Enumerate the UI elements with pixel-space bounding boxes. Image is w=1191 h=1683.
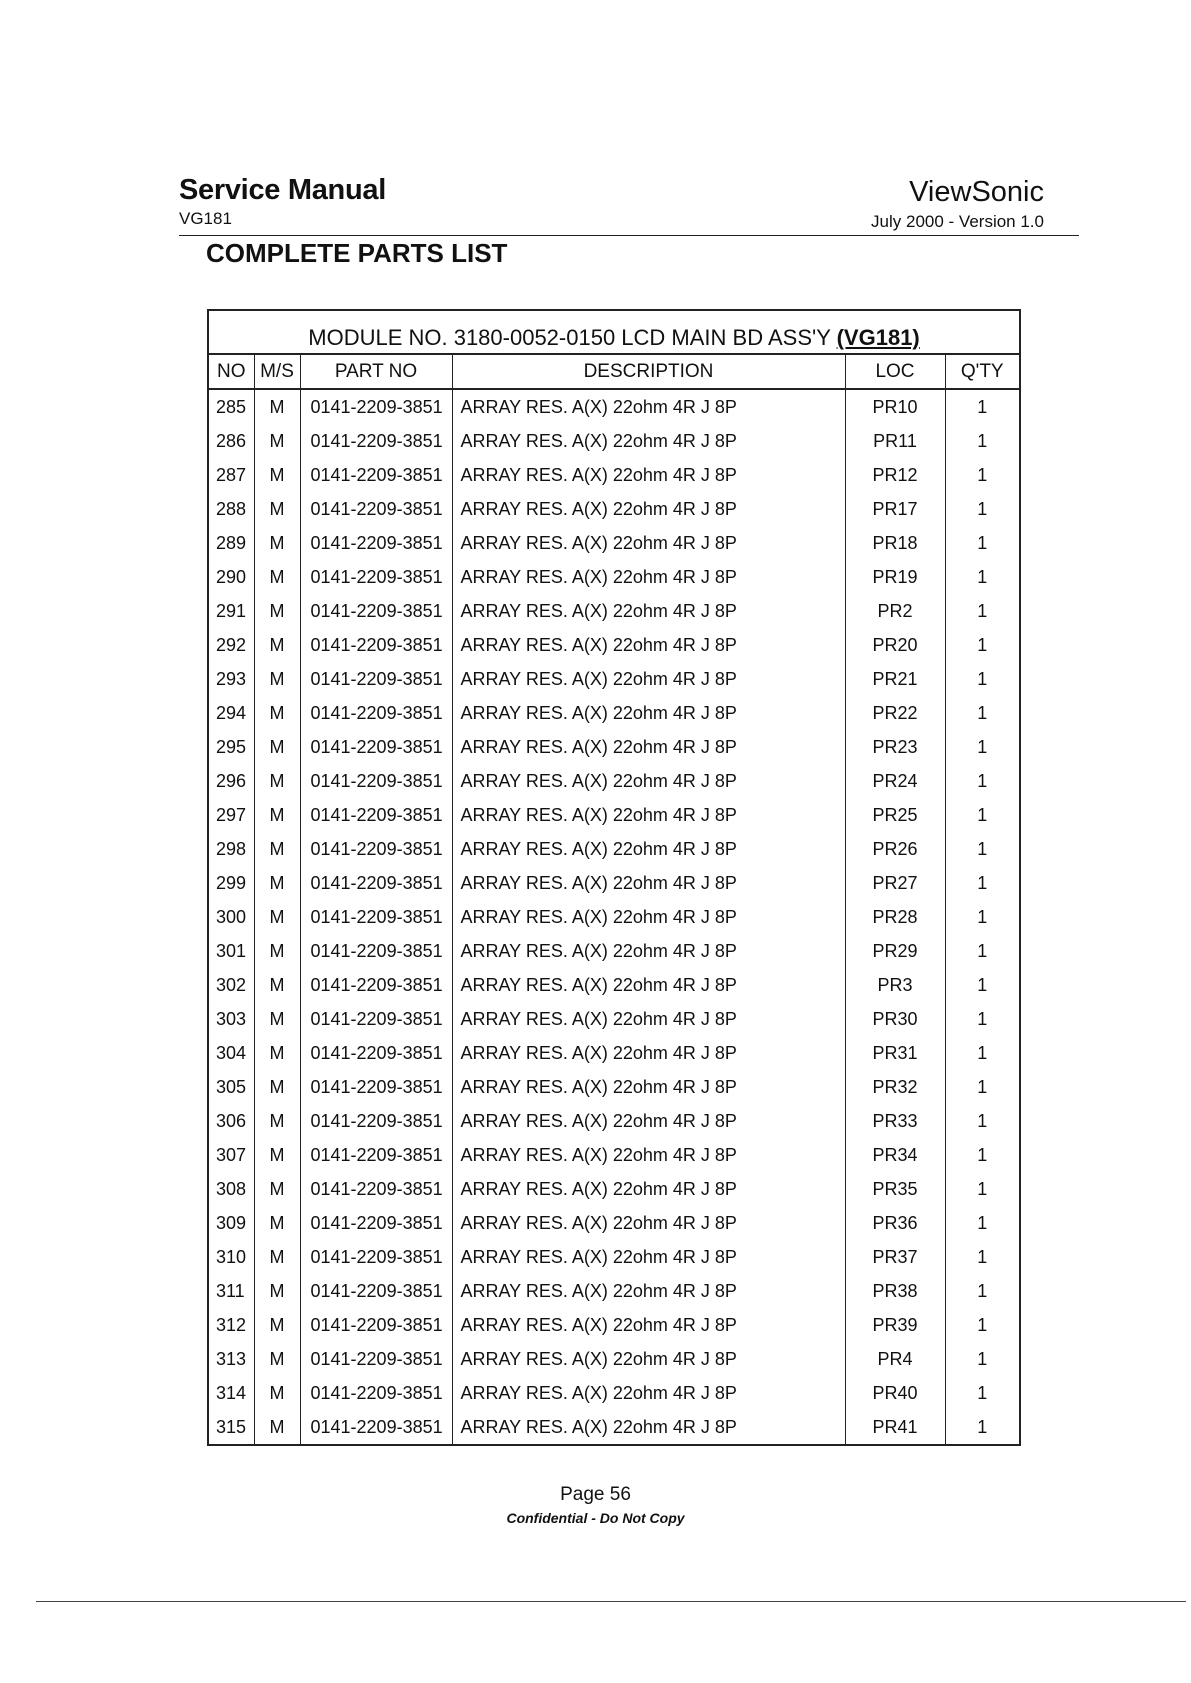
cell-part-no: 0141-2209-3851 xyxy=(300,1172,452,1206)
cell-ms: M xyxy=(254,798,300,832)
table-row xyxy=(208,1376,1020,1410)
cell-loc: PR38 xyxy=(845,1274,945,1308)
cell-loc: PR30 xyxy=(845,1002,945,1036)
cell-qty: 1 xyxy=(945,1308,1020,1342)
col-header-ms: M/S xyxy=(254,354,300,389)
cell-part-no: 0141-2209-3851 xyxy=(300,662,452,696)
cell-part-no: 0141-2209-3851 xyxy=(300,1138,452,1172)
table-row xyxy=(208,1274,1020,1308)
cell-description: ARRAY RES. A(X) 22ohm 4R J 8P xyxy=(452,1036,845,1070)
col-header-part-no: PART NO xyxy=(300,354,452,389)
cell-qty: 1 xyxy=(945,1206,1020,1240)
cell-qty: 1 xyxy=(945,1172,1020,1206)
cell-no: 291 xyxy=(208,594,254,628)
cell-no: 288 xyxy=(208,492,254,526)
cell-loc: PR20 xyxy=(845,628,945,662)
cell-loc: PR23 xyxy=(845,730,945,764)
cell-qty: 1 xyxy=(945,1070,1020,1104)
table-row xyxy=(208,628,1020,662)
cell-description: ARRAY RES. A(X) 22ohm 4R J 8P xyxy=(452,389,845,424)
cell-ms: M xyxy=(254,968,300,1002)
cell-no: 304 xyxy=(208,1036,254,1070)
cell-ms: M xyxy=(254,1376,300,1410)
cell-qty: 1 xyxy=(945,1002,1020,1036)
cell-no: 308 xyxy=(208,1172,254,1206)
parts-body xyxy=(208,389,1020,1445)
bottom-divider xyxy=(36,1601,1186,1602)
cell-description: ARRAY RES. A(X) 22ohm 4R J 8P xyxy=(452,1002,845,1036)
table-row xyxy=(208,832,1020,866)
cell-qty: 1 xyxy=(945,1036,1020,1070)
cell-loc: PR32 xyxy=(845,1070,945,1104)
cell-part-no: 0141-2209-3851 xyxy=(300,798,452,832)
table-row xyxy=(208,696,1020,730)
cell-description: ARRAY RES. A(X) 22ohm 4R J 8P xyxy=(452,1240,845,1274)
cell-description: ARRAY RES. A(X) 22ohm 4R J 8P xyxy=(452,662,845,696)
cell-part-no: 0141-2209-3851 xyxy=(300,492,452,526)
cell-ms: M xyxy=(254,1410,300,1445)
cell-qty: 1 xyxy=(945,696,1020,730)
cell-description: ARRAY RES. A(X) 22ohm 4R J 8P xyxy=(452,526,845,560)
cell-ms: M xyxy=(254,1002,300,1036)
cell-qty: 1 xyxy=(945,662,1020,696)
table-row xyxy=(208,526,1020,560)
cell-description: ARRAY RES. A(X) 22ohm 4R J 8P xyxy=(452,560,845,594)
cell-part-no: 0141-2209-3851 xyxy=(300,594,452,628)
cell-part-no: 0141-2209-3851 xyxy=(300,832,452,866)
col-header-no: NO xyxy=(208,354,254,389)
module-model: (VG181) xyxy=(836,325,920,350)
cell-loc: PR39 xyxy=(845,1308,945,1342)
cell-loc: PR24 xyxy=(845,764,945,798)
table-row xyxy=(208,424,1020,458)
cell-ms: M xyxy=(254,1274,300,1308)
cell-description: ARRAY RES. A(X) 22ohm 4R J 8P xyxy=(452,1376,845,1410)
cell-qty: 1 xyxy=(945,1104,1020,1138)
cell-ms: M xyxy=(254,662,300,696)
cell-description: ARRAY RES. A(X) 22ohm 4R J 8P xyxy=(452,832,845,866)
cell-no: 292 xyxy=(208,628,254,662)
cell-qty: 1 xyxy=(945,424,1020,458)
cell-no: 296 xyxy=(208,764,254,798)
cell-loc: PR22 xyxy=(845,696,945,730)
table-row xyxy=(208,1206,1020,1240)
brand-name: ViewSonic xyxy=(909,176,1044,208)
cell-loc: PR11 xyxy=(845,424,945,458)
cell-loc: PR26 xyxy=(845,832,945,866)
table-row xyxy=(208,1240,1020,1274)
cell-no: 306 xyxy=(208,1104,254,1138)
cell-part-no: 0141-2209-3851 xyxy=(300,1376,452,1410)
cell-description: ARRAY RES. A(X) 22ohm 4R J 8P xyxy=(452,424,845,458)
cell-ms: M xyxy=(254,832,300,866)
cell-part-no: 0141-2209-3851 xyxy=(300,1342,452,1376)
cell-ms: M xyxy=(254,900,300,934)
cell-description: ARRAY RES. A(X) 22ohm 4R J 8P xyxy=(452,866,845,900)
cell-no: 314 xyxy=(208,1376,254,1410)
cell-qty: 1 xyxy=(945,1410,1020,1445)
table-row xyxy=(208,1308,1020,1342)
cell-no: 300 xyxy=(208,900,254,934)
cell-part-no: 0141-2209-3851 xyxy=(300,1036,452,1070)
col-header-loc: LOC xyxy=(845,354,945,389)
cell-loc: PR36 xyxy=(845,1206,945,1240)
cell-part-no: 0141-2209-3851 xyxy=(300,1206,452,1240)
cell-no: 286 xyxy=(208,424,254,458)
cell-qty: 1 xyxy=(945,560,1020,594)
header-divider xyxy=(179,235,1079,236)
table-row xyxy=(208,764,1020,798)
cell-part-no: 0141-2209-3851 xyxy=(300,900,452,934)
cell-description: ARRAY RES. A(X) 22ohm 4R J 8P xyxy=(452,492,845,526)
cell-description: ARRAY RES. A(X) 22ohm 4R J 8P xyxy=(452,968,845,1002)
cell-description: ARRAY RES. A(X) 22ohm 4R J 8P xyxy=(452,934,845,968)
cell-ms: M xyxy=(254,1036,300,1070)
table-row xyxy=(208,1410,1020,1445)
cell-part-no: 0141-2209-3851 xyxy=(300,1274,452,1308)
table-row xyxy=(208,730,1020,764)
cell-part-no: 0141-2209-3851 xyxy=(300,526,452,560)
cell-part-no: 0141-2209-3851 xyxy=(300,628,452,662)
cell-no: 285 xyxy=(208,389,254,424)
cell-description: ARRAY RES. A(X) 22ohm 4R J 8P xyxy=(452,1070,845,1104)
cell-loc: PR28 xyxy=(845,900,945,934)
cell-loc: PR3 xyxy=(845,968,945,1002)
section-title: COMPLETE PARTS LIST xyxy=(206,238,508,268)
cell-ms: M xyxy=(254,1172,300,1206)
cell-description: ARRAY RES. A(X) 22ohm 4R J 8P xyxy=(452,1274,845,1308)
cell-loc: PR21 xyxy=(845,662,945,696)
cell-description: ARRAY RES. A(X) 22ohm 4R J 8P xyxy=(452,696,845,730)
cell-loc: PR2 xyxy=(845,594,945,628)
cell-ms: M xyxy=(254,1206,300,1240)
cell-no: 297 xyxy=(208,798,254,832)
cell-description: ARRAY RES. A(X) 22ohm 4R J 8P xyxy=(452,1206,845,1240)
cell-loc: PR27 xyxy=(845,866,945,900)
cell-loc: PR10 xyxy=(845,389,945,424)
table-row xyxy=(208,560,1020,594)
cell-part-no: 0141-2209-3851 xyxy=(300,968,452,1002)
cell-qty: 1 xyxy=(945,1274,1020,1308)
col-header-qty: Q'TY xyxy=(945,354,1020,389)
cell-part-no: 0141-2209-3851 xyxy=(300,730,452,764)
cell-qty: 1 xyxy=(945,934,1020,968)
cell-ms: M xyxy=(254,560,300,594)
module-header-row xyxy=(208,310,1020,354)
cell-loc: PR35 xyxy=(845,1172,945,1206)
cell-part-no: 0141-2209-3851 xyxy=(300,934,452,968)
cell-loc: PR19 xyxy=(845,560,945,594)
cell-qty: 1 xyxy=(945,1342,1020,1376)
cell-part-no: 0141-2209-3851 xyxy=(300,1104,452,1138)
cell-loc: PR41 xyxy=(845,1410,945,1445)
table-row xyxy=(208,968,1020,1002)
column-header-row xyxy=(208,354,1020,389)
version-date: July 2000 - Version 1.0 xyxy=(871,212,1044,231)
cell-loc: PR17 xyxy=(845,492,945,526)
cell-description: ARRAY RES. A(X) 22ohm 4R J 8P xyxy=(452,764,845,798)
cell-description: ARRAY RES. A(X) 22ohm 4R J 8P xyxy=(452,900,845,934)
cell-ms: M xyxy=(254,458,300,492)
cell-qty: 1 xyxy=(945,798,1020,832)
table-row xyxy=(208,594,1020,628)
col-header-description: DESCRIPTION xyxy=(452,354,845,389)
cell-qty: 1 xyxy=(945,1138,1020,1172)
cell-no: 287 xyxy=(208,458,254,492)
cell-part-no: 0141-2209-3851 xyxy=(300,1002,452,1036)
model-number: VG181 xyxy=(179,209,232,228)
table-row xyxy=(208,900,1020,934)
cell-ms: M xyxy=(254,730,300,764)
cell-no: 290 xyxy=(208,560,254,594)
cell-no: 303 xyxy=(208,1002,254,1036)
cell-ms: M xyxy=(254,1138,300,1172)
cell-ms: M xyxy=(254,1240,300,1274)
cell-qty: 1 xyxy=(945,968,1020,1002)
cell-part-no: 0141-2209-3851 xyxy=(300,866,452,900)
cell-description: ARRAY RES. A(X) 22ohm 4R J 8P xyxy=(452,730,845,764)
cell-no: 295 xyxy=(208,730,254,764)
cell-qty: 1 xyxy=(945,764,1020,798)
cell-no: 309 xyxy=(208,1206,254,1240)
cell-loc: PR31 xyxy=(845,1036,945,1070)
manual-title: Service Manual xyxy=(179,174,386,206)
cell-qty: 1 xyxy=(945,628,1020,662)
cell-qty: 1 xyxy=(945,526,1020,560)
cell-qty: 1 xyxy=(945,594,1020,628)
cell-qty: 1 xyxy=(945,866,1020,900)
cell-loc: PR34 xyxy=(845,1138,945,1172)
cell-qty: 1 xyxy=(945,389,1020,424)
cell-description: ARRAY RES. A(X) 22ohm 4R J 8P xyxy=(452,1104,845,1138)
cell-no: 312 xyxy=(208,1308,254,1342)
table-row xyxy=(208,458,1020,492)
cell-loc: PR40 xyxy=(845,1376,945,1410)
cell-description: ARRAY RES. A(X) 22ohm 4R J 8P xyxy=(452,628,845,662)
cell-no: 310 xyxy=(208,1240,254,1274)
table-row xyxy=(208,866,1020,900)
cell-ms: M xyxy=(254,492,300,526)
cell-part-no: 0141-2209-3851 xyxy=(300,1308,452,1342)
cell-qty: 1 xyxy=(945,1376,1020,1410)
cell-ms: M xyxy=(254,1070,300,1104)
cell-loc: PR18 xyxy=(845,526,945,560)
cell-ms: M xyxy=(254,1308,300,1342)
cell-description: ARRAY RES. A(X) 22ohm 4R J 8P xyxy=(452,1308,845,1342)
module-header xyxy=(208,310,1020,354)
page-number: Page 56 xyxy=(560,1484,631,1505)
module-label: MODULE NO. 3180-0052-0150 LCD MAIN BD ASS'Y xyxy=(308,325,837,350)
cell-qty: 1 xyxy=(945,832,1020,866)
cell-no: 302 xyxy=(208,968,254,1002)
cell-loc: PR29 xyxy=(845,934,945,968)
table-row xyxy=(208,389,1020,424)
cell-ms: M xyxy=(254,696,300,730)
cell-part-no: 0141-2209-3851 xyxy=(300,764,452,798)
cell-ms: M xyxy=(254,389,300,424)
cell-description: ARRAY RES. A(X) 22ohm 4R J 8P xyxy=(452,458,845,492)
cell-no: 289 xyxy=(208,526,254,560)
cell-part-no: 0141-2209-3851 xyxy=(300,1410,452,1445)
cell-description: ARRAY RES. A(X) 22ohm 4R J 8P xyxy=(452,798,845,832)
table-row xyxy=(208,492,1020,526)
cell-no: 311 xyxy=(208,1274,254,1308)
cell-ms: M xyxy=(254,1104,300,1138)
cell-qty: 1 xyxy=(945,730,1020,764)
cell-no: 298 xyxy=(208,832,254,866)
cell-no: 301 xyxy=(208,934,254,968)
cell-loc: PR33 xyxy=(845,1104,945,1138)
table-row xyxy=(208,662,1020,696)
cell-qty: 1 xyxy=(945,492,1020,526)
cell-loc: PR25 xyxy=(845,798,945,832)
cell-description: ARRAY RES. A(X) 22ohm 4R J 8P xyxy=(452,594,845,628)
table-row xyxy=(208,1070,1020,1104)
confidential-notice: Confidential - Do Not Copy xyxy=(506,1510,685,1526)
cell-part-no: 0141-2209-3851 xyxy=(300,424,452,458)
cell-no: 315 xyxy=(208,1410,254,1445)
table-row xyxy=(208,1138,1020,1172)
cell-ms: M xyxy=(254,526,300,560)
cell-part-no: 0141-2209-3851 xyxy=(300,560,452,594)
cell-description: ARRAY RES. A(X) 22ohm 4R J 8P xyxy=(452,1342,845,1376)
cell-ms: M xyxy=(254,866,300,900)
cell-no: 294 xyxy=(208,696,254,730)
cell-part-no: 0141-2209-3851 xyxy=(300,389,452,424)
table-row xyxy=(208,798,1020,832)
cell-no: 313 xyxy=(208,1342,254,1376)
table-row xyxy=(208,1172,1020,1206)
table-row xyxy=(208,1104,1020,1138)
cell-qty: 1 xyxy=(945,900,1020,934)
cell-no: 305 xyxy=(208,1070,254,1104)
table-row xyxy=(208,1342,1020,1376)
cell-part-no: 0141-2209-3851 xyxy=(300,1240,452,1274)
cell-part-no: 0141-2209-3851 xyxy=(300,696,452,730)
cell-description: ARRAY RES. A(X) 22ohm 4R J 8P xyxy=(452,1172,845,1206)
cell-ms: M xyxy=(254,1342,300,1376)
cell-ms: M xyxy=(254,594,300,628)
cell-description: ARRAY RES. A(X) 22ohm 4R J 8P xyxy=(452,1410,845,1445)
cell-ms: M xyxy=(254,934,300,968)
table-row xyxy=(208,934,1020,968)
cell-ms: M xyxy=(254,628,300,662)
cell-no: 307 xyxy=(208,1138,254,1172)
table-row xyxy=(208,1036,1020,1070)
cell-loc: PR12 xyxy=(845,458,945,492)
cell-loc: PR4 xyxy=(845,1342,945,1376)
table-row xyxy=(208,1002,1020,1036)
cell-no: 299 xyxy=(208,866,254,900)
cell-ms: M xyxy=(254,424,300,458)
cell-part-no: 0141-2209-3851 xyxy=(300,458,452,492)
cell-loc: PR37 xyxy=(845,1240,945,1274)
cell-description: ARRAY RES. A(X) 22ohm 4R J 8P xyxy=(452,1138,845,1172)
cell-qty: 1 xyxy=(945,1240,1020,1274)
cell-ms: M xyxy=(254,764,300,798)
parts-table xyxy=(207,309,1021,1446)
cell-part-no: 0141-2209-3851 xyxy=(300,1070,452,1104)
cell-qty: 1 xyxy=(945,458,1020,492)
cell-no: 293 xyxy=(208,662,254,696)
